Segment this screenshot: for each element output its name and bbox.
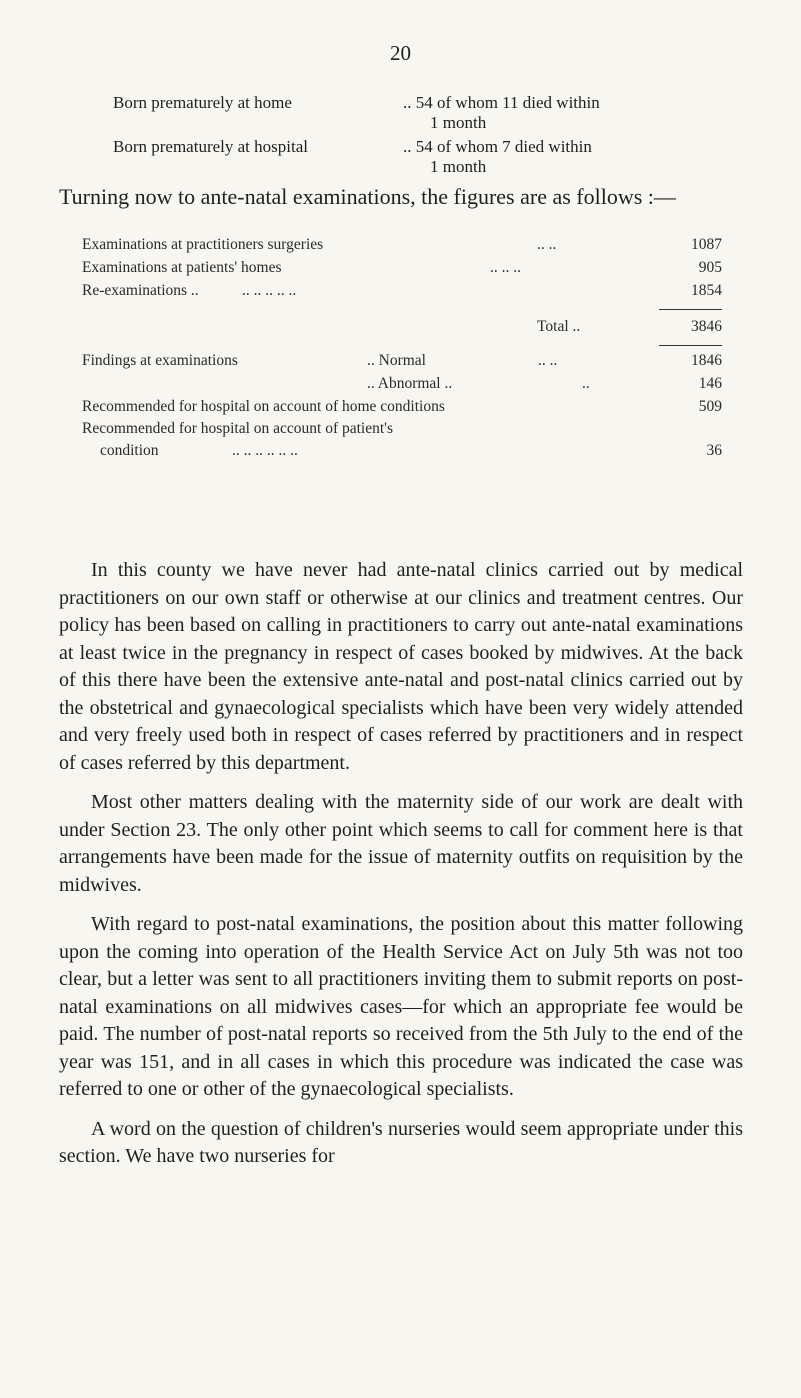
birth-label: Born prematurely at hospital <box>113 137 308 156</box>
sum-rule <box>659 345 722 346</box>
recommended-label: Recommended for hospital on account of patient's <box>82 420 393 437</box>
exam-value: 1087 <box>691 236 722 253</box>
leader-dots: .. .. <box>538 352 558 369</box>
paragraph: Most other matters dealing with the maternity side of our work are dealt with under Section 23. The only other point which seems to call for comment here is that arrangements have been made for the issue of maternity outfits on requisition by the midwives. <box>59 791 743 896</box>
body-text <box>59 557 743 1183</box>
exam-value: 1854 <box>691 282 722 299</box>
findings-label: Findings at examinations <box>82 352 238 369</box>
premature-birth-row <box>113 93 763 133</box>
leader-dots: .. .. .. .. .. .. <box>232 442 298 459</box>
total-row <box>82 318 722 338</box>
paragraph: In this county we have never had ante-natal clinics carried out by medical practitioners on our own staff or otherwise at our clinics and treatment centres. Our policy has been based on calling in practitioners to carry out ante-natal examinations at least twice in the pregnancy in respect of cases booked by midwives. At the back of this there have been the extensive ante-natal and post-natal clinics carried out by the obstetrical and gynaecological specialists which have been very widely attended and very freely used both in respect of cases referred by practitioners and in respect of cases referred by this department. <box>59 559 743 774</box>
total-value: 3846 <box>691 318 722 335</box>
recommended-row <box>82 420 722 440</box>
recommended-value: 36 <box>706 442 722 459</box>
total-label: Total .. <box>537 318 581 335</box>
recommended-label: Recommended for hospital on account of home conditions <box>82 398 445 415</box>
findings-row <box>82 375 722 395</box>
premature-birth-row <box>113 137 763 177</box>
paragraph: A word on the question of children's nurseries would seem appropriate under this section. We have two nurseries for <box>59 1117 743 1167</box>
findings-sub: .. Normal <box>367 352 426 369</box>
recommended-row <box>82 398 722 418</box>
lead-sentence: Turning now to ante-natal examinations, the figures are as follows :— <box>59 184 676 209</box>
page-number: 20 <box>390 41 411 65</box>
exam-label: Examinations at practitioners surgeries <box>82 236 324 253</box>
birth-value-cont: 1 month <box>430 157 487 176</box>
birth-value: .. 54 of whom 7 died within <box>403 137 592 156</box>
exam-label: Examinations at patients' homes <box>82 259 282 276</box>
exam-row <box>82 236 722 256</box>
findings-value: 1846 <box>691 352 722 369</box>
birth-label: Born prematurely at home <box>113 93 292 112</box>
exam-label: Re-examinations .. <box>82 282 199 299</box>
leader-dots: .. .. .. .. .. <box>242 282 297 299</box>
recommended-row-cont <box>82 442 722 462</box>
paragraph: With regard to post-natal examinations, the position about this matter following upon the coming into operation of the Health Service Act on July 5th was not too clear, but a letter was sent to all practitioners inviting them to submit reports on post-natal examinations on all midwives cases—for which an appropriate fee would be paid. The number of post-natal reports so received from the 5th July to the end of the year was 151, and in all cases in which this procedure was indicated the case was referred to one or other of the gynaecological specialists. <box>59 913 743 1100</box>
recommended-label-cont: condition <box>100 442 159 459</box>
leader-dots: .. .. <box>537 236 557 253</box>
exam-row <box>82 259 722 279</box>
findings-row <box>82 352 722 372</box>
leader-dots: .. .. .. <box>490 259 521 276</box>
exam-value: 905 <box>698 259 722 276</box>
findings-value: 146 <box>698 375 722 392</box>
exam-row <box>82 282 722 302</box>
leader-dots: .. <box>582 375 590 392</box>
recommended-value: 509 <box>698 398 722 415</box>
findings-sub: .. Abnormal .. <box>367 375 453 392</box>
birth-value-cont: 1 month <box>430 113 487 132</box>
birth-value: .. 54 of whom 11 died within <box>403 93 600 112</box>
sum-rule <box>659 309 722 310</box>
premature-births-list <box>113 93 763 181</box>
